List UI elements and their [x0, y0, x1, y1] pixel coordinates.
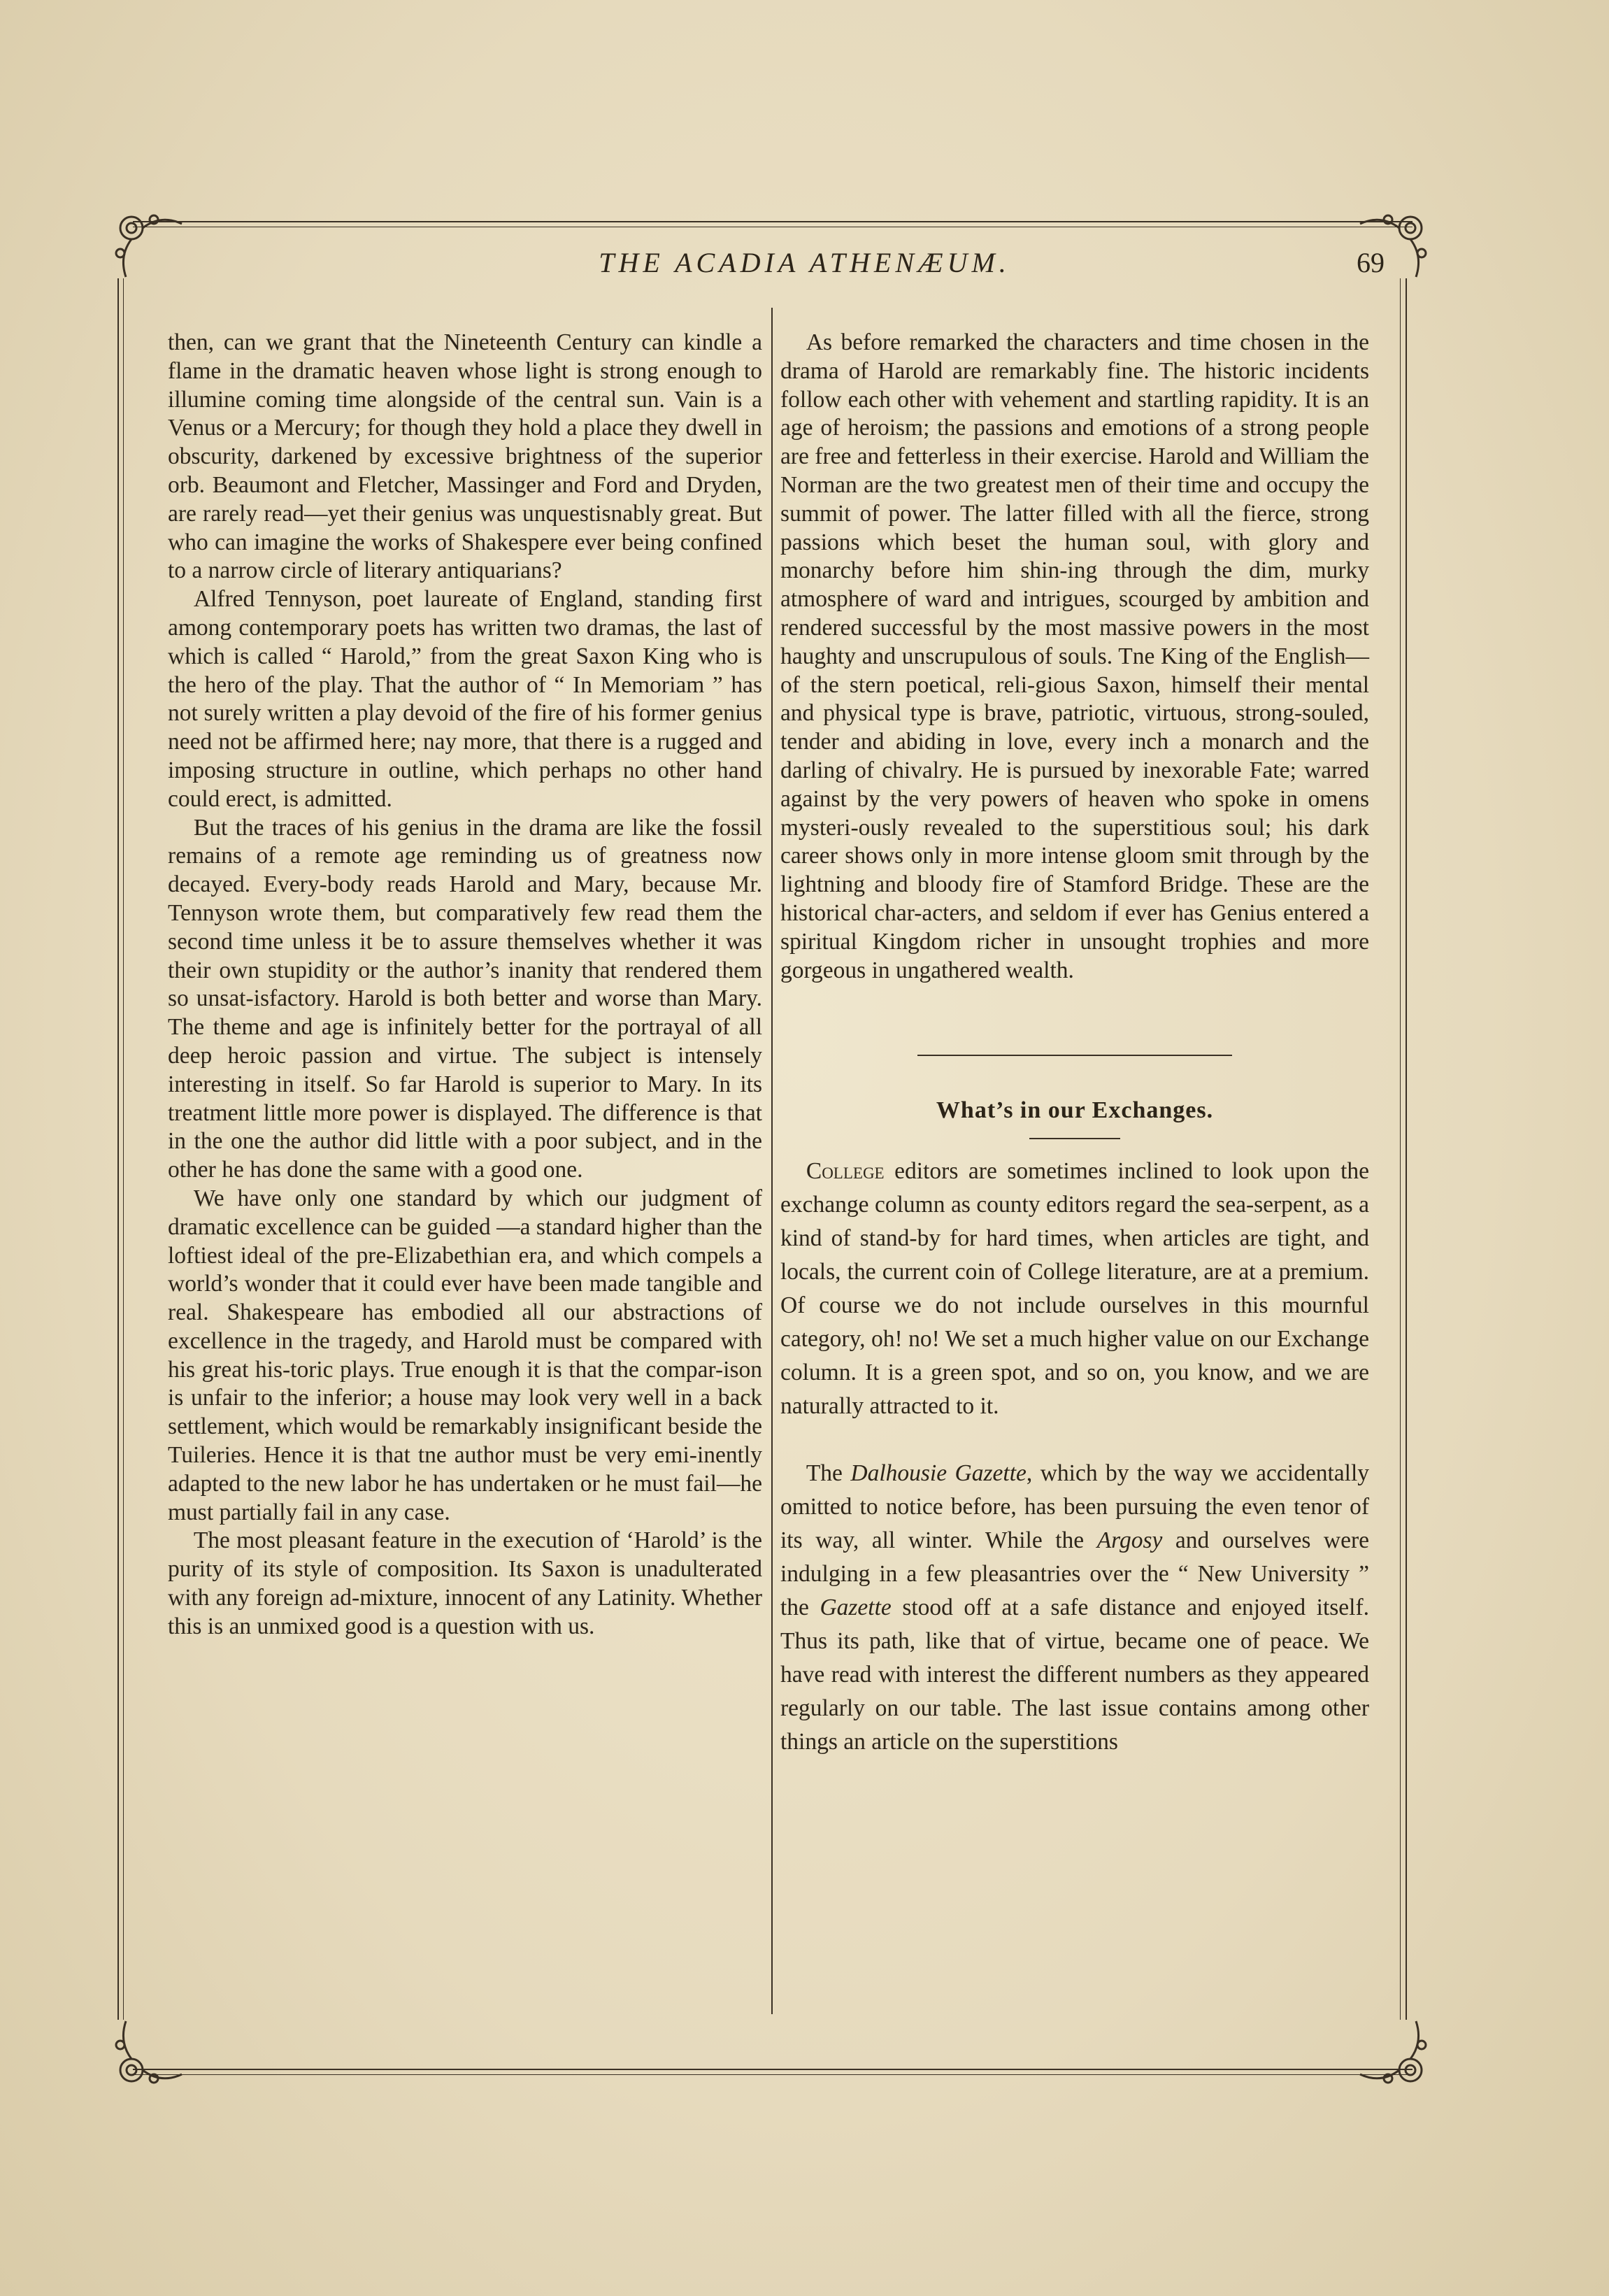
text-run: , which by the way we accidentally omitted to notice before, has been pursuing the even tenor of its way, all winter. While the	[780, 1460, 1370, 1554]
title-dalhousie-gazette: Dalhousie Gazette	[850, 1460, 1027, 1487]
paragraph-traces-of-genius: But the traces of his genius in the drama are like the fossil remains of a remote age reminding us of greatness now decayed. Every-body reads Harold and Mary, because Mr. Tennyson wrote them, but comparatively few read them the second time unless it be to assure themselves whether it was their own stupidity or the author’s inanity that rendered them so unsat-isfactory. Harold is both better and worse than Mary. The theme and age is infinitely better for the portrayal of all deep heroic passion and virtue. The subject is intensely interesting in itself. So far Harold is superior to Mary. In its treatment little more power is displayed. The difference is that in the one the author did little with a poor subject, and in the other he has done the same with a good one.	[168, 814, 762, 1183]
frame-top-rule	[133, 221, 1413, 222]
column-divider	[771, 308, 773, 2014]
paragraph-college-editors	[780, 1155, 1369, 1423]
paragraph-tennyson: Alfred Tennyson, poet laureate of England, standing first among contemporary poets has written two dramas, the last of which is called “ Harold,” from the great Saxon King who is the hero of the play. That the author of “ In Memoriam ” has not surely written a play devoid of the fire of his former genius need not be affirmed here; nay more, that there is a rugged and imposing structure in outline, which perhaps no other hand could erect, is admitted.	[168, 586, 762, 812]
lead-word-college: College	[806, 1158, 885, 1185]
right-column	[780, 329, 1369, 1759]
section-heading-exchanges: What’s in our Exchanges.	[936, 1097, 1214, 1124]
exchanges-section	[780, 1155, 1369, 1759]
frame-left-rule-inner	[123, 278, 124, 2020]
page-number: 69	[1357, 247, 1385, 278]
text-run: and ourselves were indulging in a few pleasantries over the “ New University ” the	[780, 1527, 1369, 1621]
corner-ornament-bottom-left-icon	[105, 2014, 189, 2091]
frame-bottom-rule-inner	[133, 2074, 1413, 2075]
title-gazette: Gazette	[820, 1595, 892, 1621]
frame-bottom-rule	[133, 2069, 1413, 2070]
frame-right-rule	[1406, 278, 1407, 2020]
text-run: stood off at a safe distance and enjoyed itself. Thus its path, like that of virtue, became one of peace. We have read with interest the different numbers as they appeared regularly on our table. The last issue contains among other things an article on the superstitions	[780, 1595, 1369, 1755]
text-run: The	[806, 1460, 851, 1487]
heading-underline-rule	[1029, 1138, 1120, 1139]
left-column	[168, 329, 762, 1641]
title-argosy: Argosy	[1096, 1527, 1163, 1554]
paragraph-dalhousie-gazette	[780, 1457, 1369, 1759]
section-separator-rule	[917, 1055, 1232, 1056]
paragraph-nineteenth-century: then, can we grant that the Nineteenth Century can kindle a flame in the dramatic heaven whose light is strong enough to illumine coming time alongside of the central sun. Vain is a Venus or a Mercury; for though they hold a place they dwell in obscurity, darkened by excessive brightness of the superior orb. Beaumont and Fletcher, Massinger and Ford and Dryden, are rarely read—yet their genius was unquestisnably great. But who can imagine the works of Shakespere ever being confined to a narrow circle of literary antiquarians?	[168, 329, 762, 584]
paragraph-college-editors-text: editors are sometimes inclined to look upon the exchange column as county editors regard the sea-serpent, as a kind of stand-by for hard times, when articles are tight, and locals, the current coin of College literature, are at a premium. Of course we do not include ourselves in this mournful category, oh! no! We set a much higher value on our Exchange column. It is a green spot, and so on, you know, and we are naturally attracted to it.	[780, 1158, 1369, 1420]
paragraph-pleasant-feature: The most pleasant feature in the execution of ‘Harold’ is the purity of its style of composition. Its Saxon is unadulterated with any foreign ad-mixture, innocent of any Latinity. Whether this is an unmixed good is a question with us.	[168, 1527, 762, 1639]
frame-left-rule	[117, 278, 119, 2020]
paragraph-gap	[780, 1423, 1369, 1457]
paragraph-one-standard: We have only one standard by which our judgment of dramatic excellence can be guided —a standard higher than the loftiest ideal of the pre-Elizabethian era, and which compels a world’s wonder that it could ever have been made tangible and real. Shakespeare has embodied all our abstractions of excellence in the tragedy, and Harold must be compared with his great his-toric plays. True enough it is that the compar-ison is unfair to the inferior; a house may look very well in a back settlement, which would be remarkably insignificant beside the Tuileries. Hence it is that tne author must be very emi-inently adapted to the new labor he has undertaken or he must fail—he must partially fail in any case.	[168, 1185, 762, 1525]
frame-right-rule-inner	[1400, 278, 1401, 2020]
corner-ornament-bottom-right-icon	[1353, 2014, 1437, 2091]
running-header-title: THE ACADIA ATHENÆUM.	[599, 247, 1010, 278]
paragraph-characters-and-time: As before remarked the characters and time chosen in the drama of Harold are remarkably fine. The historic incidents follow each other with vehement and startling rapidity. It is an age of heroism; the passions and emotions of a strong people are free and fetterless in their exercise. Harold and William the Norman are the two greatest men of their time and occupy the summit of power. The latter filled with all the fierce, strong passions which beset the human soul, with glory and monarchy before him shin-ing through the dim, murky atmosphere of ward and intrigues, scourged by ambition and rendered successful by the most massive powers in the most haughty and unscrupulous of souls. Tne King of the English—of the stern poetical, reli-gious Saxon, himself their mental and physical type is brave, patriotic, virtuous, strong-souled, tender and abiding in love, every inch a monarch and the darling of chivalry. He is pursued by inexorable Fate; warred against by the very powers of heaven who spoke in omens mysteri-ously revealed to the superstitious soul; his dark career shows only in more intense gloom smit through by the lightning and bloody fire of Stamford Bridge. These are the historical char-acters, and seldom if ever has Genius entered a spiritual Kingdom richer in unsought trophies and more gorgeous in ungathered wealth.	[780, 329, 1369, 983]
